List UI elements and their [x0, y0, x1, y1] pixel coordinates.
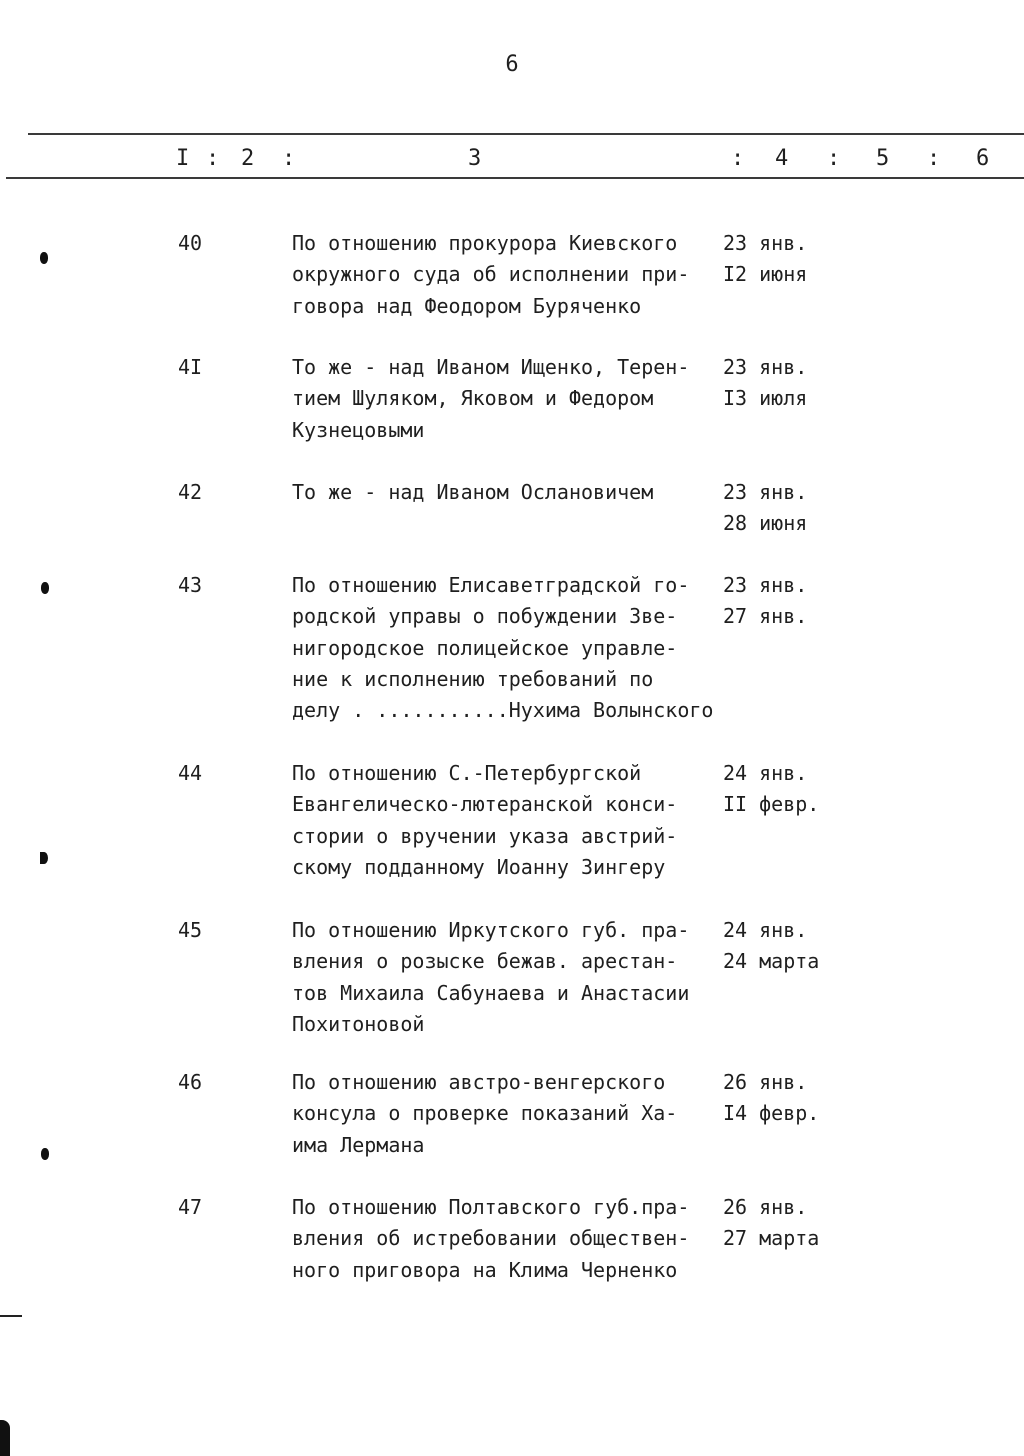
- entry-description: [292, 352, 722, 446]
- description-line: има Лермана: [292, 1132, 425, 1157]
- description-line: По отношению С.-Петербургской: [292, 761, 642, 785]
- column-header-5: 5: [876, 146, 890, 171]
- date-start: 26 янв.: [723, 1195, 808, 1219]
- binding-hole-mark: [41, 1148, 49, 1160]
- date-end: 24 марта: [723, 949, 820, 974]
- description-line: Похитоновой: [292, 1011, 425, 1036]
- entry-dates: [723, 570, 807, 633]
- entry-number: 45: [178, 918, 203, 942]
- entry-number: 4I: [178, 355, 203, 379]
- header-rule-bottom: [6, 177, 1024, 179]
- description-line: По отношению Елисаветградской го-: [292, 573, 690, 597]
- entry-dates: [723, 915, 819, 978]
- column-header-1: I: [176, 146, 190, 171]
- date-start: 24 янв.: [723, 761, 808, 785]
- column-header-6: 6: [976, 146, 990, 171]
- column-separator: :: [927, 146, 941, 171]
- description-line: То же - над Иваном Ищенко, Терен-: [292, 355, 690, 379]
- description-line: консула о проверке показаний Ха-: [292, 1101, 678, 1126]
- entry-number: 43: [178, 573, 203, 597]
- description-line: По отношению австро-венгерского: [292, 1070, 666, 1094]
- column-separator: :: [731, 146, 745, 171]
- description-line: тов Михаила Сабунаева и Анастасии: [292, 980, 690, 1005]
- column-header-3: 3: [468, 146, 482, 171]
- entry-number: 40: [178, 231, 203, 255]
- header-rule-top: [28, 133, 1024, 135]
- column-separator: :: [827, 146, 841, 171]
- date-end: 28 июня: [723, 511, 808, 536]
- entry-number: 44: [178, 761, 203, 785]
- entry-number: 47: [178, 1195, 203, 1219]
- date-end: I2 июня: [723, 262, 808, 287]
- description-line: делу . ...........Нухима Волынского: [292, 698, 714, 723]
- date-end: II февр.: [723, 792, 820, 817]
- description-line: Кузнецовыми: [292, 417, 425, 442]
- description-line: ного приговора на Клима Черненко: [292, 1257, 678, 1282]
- date-start: 24 янв.: [723, 918, 808, 942]
- description-line: Евангелическо-лютеранской конси-: [292, 792, 678, 817]
- binding-hole-mark: [40, 852, 48, 864]
- entry-dates: [723, 228, 807, 291]
- description-line: По отношению Полтавского губ.пра-: [292, 1195, 690, 1219]
- entry-dates: [723, 477, 807, 540]
- date-end: 27 янв.: [723, 604, 808, 629]
- entry-number: 42: [178, 480, 203, 504]
- entry-number: 46: [178, 1070, 203, 1094]
- margin-mark: [0, 1315, 22, 1317]
- entry-description: [292, 758, 722, 883]
- description-line: говора над Феодором Буряченко: [292, 293, 642, 318]
- entry-dates: [723, 758, 819, 821]
- column-separator: :: [206, 146, 220, 171]
- description-line: вления о розыске бежав. арестан-: [292, 949, 678, 974]
- entry-dates: [723, 352, 807, 415]
- description-line: ние к исполнению требований по: [292, 666, 654, 691]
- entry-description: [292, 228, 722, 322]
- description-line: По отношению прокурора Киевского: [292, 231, 678, 255]
- date-end: I3 июля: [723, 386, 808, 411]
- column-header-2: 2: [241, 146, 255, 171]
- entry-dates: [723, 1192, 819, 1255]
- description-line: нигородское полицейское управле-: [292, 635, 678, 660]
- entry-dates: [723, 1067, 819, 1130]
- corner-blot: [0, 1420, 10, 1456]
- entry-description: [292, 1192, 722, 1286]
- binding-hole-mark: [41, 582, 49, 594]
- date-start: 23 янв.: [723, 480, 808, 504]
- date-start: 26 янв.: [723, 1070, 808, 1094]
- date-start: 23 янв.: [723, 231, 808, 255]
- entry-description: [292, 477, 722, 508]
- date-start: 23 янв.: [723, 355, 808, 379]
- date-start: 23 янв.: [723, 573, 808, 597]
- description-line: То же - над Иваном Ослановичем: [292, 480, 654, 504]
- description-line: стории о вручении указа австрий-: [292, 823, 678, 848]
- description-line: родской управы о побуждении Зве-: [292, 604, 678, 629]
- description-line: тием Шуляком, Яковом и Федором: [292, 386, 654, 411]
- entry-description: [292, 570, 722, 726]
- description-line: окружного суда об исполнении при-: [292, 262, 690, 287]
- column-separator: :: [282, 146, 296, 171]
- column-header-4: 4: [775, 146, 789, 171]
- description-line: По отношению Иркутского губ. пра-: [292, 918, 690, 942]
- binding-hole-mark: [40, 252, 48, 264]
- entry-description: [292, 1067, 722, 1161]
- page-number: 6: [505, 52, 519, 77]
- date-end: 27 марта: [723, 1226, 820, 1251]
- description-line: скому подданному Иоанну Зингеру: [292, 854, 666, 879]
- description-line: вления об истребовании обществен-: [292, 1226, 690, 1251]
- date-end: I4 февр.: [723, 1101, 820, 1126]
- entry-description: [292, 915, 722, 1040]
